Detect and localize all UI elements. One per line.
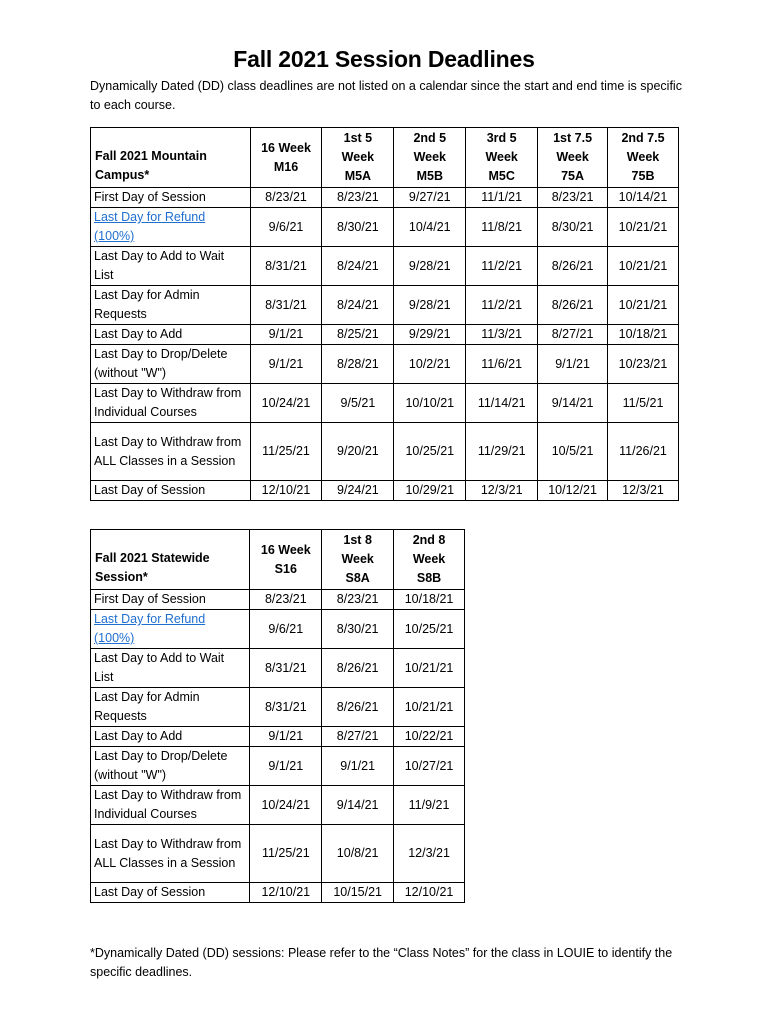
date-cell: 10/8/21 [322,825,394,883]
date-cell: 8/26/21 [538,247,608,286]
date-cell: 11/6/21 [466,345,538,384]
table-corner-label: Fall 2021 Statewide Session* [91,530,250,590]
date-cell: 8/27/21 [322,727,394,747]
table-row [91,188,679,208]
date-cell: 10/4/21 [394,208,466,247]
date-cell: 9/29/21 [394,325,466,345]
date-cell: 8/26/21 [322,649,394,688]
date-cell: 11/14/21 [466,384,538,423]
column-header-s8a: 1st 8 Week S8A [322,530,394,590]
table-row [91,384,679,423]
date-cell: 12/10/21 [250,883,322,903]
table-row [91,590,465,610]
date-cell: 10/21/21 [608,286,679,325]
date-cell: 8/23/21 [250,590,322,610]
date-cell: 11/25/21 [250,825,322,883]
date-cell: 10/18/21 [608,325,679,345]
table-row [91,883,465,903]
date-cell: 11/5/21 [608,384,679,423]
date-cell: 10/18/21 [394,590,465,610]
date-cell: 10/21/21 [394,688,465,727]
date-cell: 11/26/21 [608,423,679,481]
date-cell: 10/10/21 [394,384,466,423]
date-cell: 10/12/21 [538,481,608,501]
date-cell: 10/21/21 [394,649,465,688]
date-cell: 9/28/21 [394,247,466,286]
date-cell: 8/31/21 [250,688,322,727]
date-cell: 12/3/21 [608,481,679,501]
date-cell: 8/26/21 [322,688,394,727]
date-cell: 8/30/21 [538,208,608,247]
row-label: Last Day for Admin Requests [91,688,250,727]
row-label: First Day of Session [91,188,251,208]
row-label: Last Day to Add to Wait List [91,649,250,688]
date-cell: 11/3/21 [466,325,538,345]
table-row [91,747,465,786]
refund-link[interactable]: Last Day for Refund (100%) [94,210,206,243]
date-cell: 11/1/21 [466,188,538,208]
date-cell: 10/29/21 [394,481,466,501]
date-cell: 9/28/21 [394,286,466,325]
date-cell: 11/8/21 [466,208,538,247]
date-cell: 8/27/21 [538,325,608,345]
date-cell: 8/30/21 [322,610,394,649]
table-row [91,208,679,247]
date-cell: 8/31/21 [250,286,322,325]
column-header-m5c: 3rd 5 Week M5C [466,128,538,188]
date-cell: 8/25/21 [322,325,394,345]
table-row [91,247,679,286]
date-cell: 8/31/21 [250,649,322,688]
date-cell: 8/31/21 [250,247,322,286]
date-cell: 8/24/21 [322,286,394,325]
date-cell: 10/25/21 [394,610,465,649]
date-cell: 9/14/21 [538,384,608,423]
date-cell: 10/15/21 [322,883,394,903]
date-cell: 10/5/21 [538,423,608,481]
date-cell: 8/24/21 [322,247,394,286]
date-cell: 8/23/21 [538,188,608,208]
date-cell: 8/23/21 [322,188,394,208]
date-cell: 9/20/21 [322,423,394,481]
date-cell: 10/24/21 [250,786,322,825]
date-cell: 10/23/21 [608,345,679,384]
date-cell: 10/14/21 [608,188,679,208]
refund-link[interactable]: Last Day for Refund (100%) [94,612,206,645]
date-cell: 10/2/21 [394,345,466,384]
table-row [91,345,679,384]
date-cell: 10/21/21 [608,247,679,286]
row-label: Last Day to Drop/Delete (without "W") [91,747,250,786]
page-title: Fall 2021 Session Deadlines [233,46,535,72]
table-row [91,286,679,325]
date-cell: 12/10/21 [394,883,465,903]
row-label: First Day of Session [91,590,250,610]
date-cell: 12/10/21 [250,481,322,501]
statewide-session-table [90,529,465,903]
date-cell: 11/9/21 [394,786,465,825]
row-label: Last Day to Add to Wait List [91,247,251,286]
table-row [91,825,465,883]
row-label: Last Day for Admin Requests [91,286,251,325]
footnote: *Dynamically Dated (DD) sessions: Please refer to the “Class Notes” for the class in LOUIE to identify the specific deadlines. [90,946,673,979]
date-cell: 11/2/21 [466,247,538,286]
date-cell: 10/25/21 [394,423,466,481]
date-cell: 8/23/21 [322,590,394,610]
date-cell: 9/24/21 [322,481,394,501]
row-label: Last Day to Withdraw from Individual Courses [91,786,250,825]
column-header-m16: 16 Week M16 [250,128,322,188]
date-cell: 11/25/21 [250,423,322,481]
date-cell: 11/2/21 [466,286,538,325]
column-header-m5b: 2nd 5 Week M5B [394,128,466,188]
date-cell: 9/6/21 [250,610,322,649]
row-label: Last Day of Session [91,883,250,903]
date-cell: 9/27/21 [394,188,466,208]
date-cell: 9/1/21 [538,345,608,384]
row-label: Last Day to Withdraw from Individual Courses [91,384,251,423]
table-row [91,481,679,501]
table-row [91,727,465,747]
table-row [91,423,679,481]
table-header-row [91,128,679,188]
date-cell: 9/1/21 [250,747,322,786]
row-label [91,610,250,649]
mountain-campus-table [90,127,679,501]
date-cell: 12/3/21 [394,825,465,883]
date-cell: 8/28/21 [322,345,394,384]
date-cell: 10/27/21 [394,747,465,786]
table-row [91,786,465,825]
intro-text: Dynamically Dated (DD) class deadlines are not listed on a calendar since the start and end time is specific to each course. [90,79,682,112]
date-cell: 10/24/21 [250,384,322,423]
date-cell: 12/3/21 [466,481,538,501]
date-cell: 9/1/21 [250,727,322,747]
table-corner-label: Fall 2021 Mountain Campus* [91,128,251,188]
row-label: Last Day to Add [91,727,250,747]
date-cell: 10/21/21 [608,208,679,247]
table-row [91,649,465,688]
row-label: Last Day of Session [91,481,251,501]
column-header-75b: 2nd 7.5 Week 75B [608,128,679,188]
row-label: Last Day to Add [91,325,251,345]
date-cell: 9/1/21 [250,345,322,384]
date-cell: 8/30/21 [322,208,394,247]
date-cell: 8/23/21 [250,188,322,208]
date-cell: 10/22/21 [394,727,465,747]
date-cell: 9/6/21 [250,208,322,247]
table-row [91,325,679,345]
row-label [91,208,251,247]
date-cell: 9/14/21 [322,786,394,825]
table-row [91,610,465,649]
date-cell: 11/29/21 [466,423,538,481]
column-header-75a: 1st 7.5 Week 75A [538,128,608,188]
table-header-row [91,530,465,590]
date-cell: 9/5/21 [322,384,394,423]
table-row [91,688,465,727]
column-header-m5a: 1st 5 Week M5A [322,128,394,188]
column-header-s8b: 2nd 8 Week S8B [394,530,465,590]
column-header-s16: 16 Week S16 [250,530,322,590]
row-label: Last Day to Withdraw from ALL Classes in a Session [91,825,250,883]
date-cell: 9/1/21 [322,747,394,786]
date-cell: 9/1/21 [250,325,322,345]
date-cell: 8/26/21 [538,286,608,325]
row-label: Last Day to Drop/Delete (without "W") [91,345,251,384]
row-label: Last Day to Withdraw from ALL Classes in a Session [91,423,251,481]
